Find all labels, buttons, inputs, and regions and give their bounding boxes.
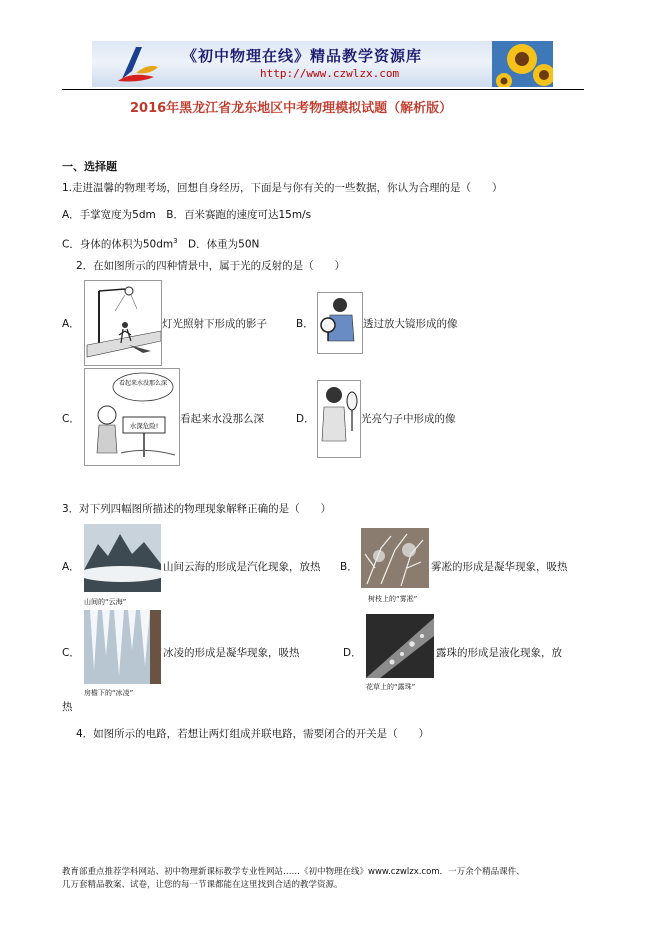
q2-b-label: B． bbox=[296, 318, 314, 330]
q2-c-bubble: 看起来水没那么深 bbox=[118, 380, 168, 387]
q2-a-image bbox=[84, 280, 162, 366]
q1-stem: 1.走进温馨的物理考场，回想自身经历，下面是与你有关的一些数据，你认为合理的是（ ） bbox=[62, 182, 503, 194]
q3-c-image bbox=[84, 610, 161, 684]
q3-b-image bbox=[361, 528, 429, 588]
q2-d-image bbox=[317, 380, 361, 458]
q1-options-ab: A．手掌宽度为5dm B．百米赛跑的速度可达15m/s bbox=[62, 209, 312, 221]
q2-stem: 2．在如图所示的四种情景中，属于光的反射的是（ ） bbox=[76, 260, 346, 272]
q2-c-text: 看起来水没那么深 bbox=[180, 413, 264, 425]
q2-a-text: 灯光照射下形成的影子 bbox=[162, 318, 267, 330]
sunflower-icon bbox=[492, 41, 553, 87]
q2-b-text: 透过放大镜形成的像 bbox=[363, 318, 458, 330]
q3-c-label: C． bbox=[62, 647, 80, 659]
q3-d-label: D． bbox=[343, 647, 362, 659]
magnifier-scene-icon bbox=[318, 293, 362, 353]
rime-photo bbox=[361, 528, 429, 588]
pond-scene-icon bbox=[85, 369, 179, 465]
q3-a-caption: 山间的“云海” bbox=[84, 598, 127, 606]
q1-superscript: 3 bbox=[173, 237, 178, 245]
q3-d-text-cont: 热 bbox=[62, 701, 73, 713]
q2-d-text: 光亮勺子中形成的像 bbox=[361, 413, 456, 425]
banner-url[interactable]: http://www.czwlzx.com bbox=[260, 67, 400, 80]
q3-b-label: B． bbox=[340, 561, 358, 573]
banner-title: 《初中物理在线》精品教学资源库 bbox=[182, 47, 423, 65]
q3-d-caption: 花草上的“露珠” bbox=[366, 683, 416, 691]
q3-c-text: 冰凌的形成是凝华现象，吸热 bbox=[163, 647, 300, 659]
q2-a-label: A． bbox=[62, 318, 80, 330]
q2-c-label: C． bbox=[62, 413, 80, 425]
q4-stem: 4．如图所示的电路，若想让两灯组成并联电路，需要闭合的开关是（ ） bbox=[76, 728, 430, 740]
q3-d-image bbox=[366, 614, 434, 678]
q2-c-image bbox=[84, 368, 180, 466]
page-title: 2016年黑龙江省龙东地区中考物理模拟试题（解析版） bbox=[130, 101, 453, 116]
q3-a-text: 山间云海的形成是汽化现象，放热 bbox=[163, 561, 321, 573]
q3-a-label: A． bbox=[62, 561, 80, 573]
q2-d-label: D． bbox=[296, 413, 315, 425]
footer-line-2: 几万套精品教案、试卷，让您的每一节课都能在这里找到合适的教学资源。 bbox=[62, 880, 343, 890]
spoon-scene-icon bbox=[318, 381, 360, 457]
q3-d-text: 露珠的形成是液化现象，放 bbox=[436, 647, 562, 659]
q1-options-cd bbox=[62, 234, 259, 252]
q3-a-image bbox=[84, 524, 161, 592]
shadow-scene-icon bbox=[85, 281, 161, 365]
header-banner bbox=[92, 41, 553, 87]
q1-option-d: D．体重为50N bbox=[177, 238, 260, 251]
q1-option-c: C．身体的体积为50dm bbox=[62, 238, 174, 251]
q3-b-caption: 树枝上的“雾凇” bbox=[368, 595, 418, 603]
q3-stem: 3．对下列四幅图所描述的物理现象解释正确的是（ ） bbox=[62, 503, 332, 515]
dew-photo bbox=[366, 614, 434, 678]
header-divider bbox=[62, 89, 584, 90]
q3-c-caption: 房檐下的“冰凌” bbox=[84, 689, 134, 697]
icicle-photo bbox=[84, 610, 161, 684]
footer-line-1: 教育部重点推荐学科网站、初中物理新课标教学专业性网站……《初中物理在线》www.czwlzx.com．一万余个精品课件、 bbox=[62, 867, 525, 877]
q3-b-text: 雾凇的形成是凝华现象，吸热 bbox=[431, 561, 568, 573]
section-heading: 一、选择题 bbox=[62, 160, 117, 173]
cloud-sea-photo bbox=[84, 524, 161, 592]
q2-b-image bbox=[317, 292, 363, 354]
q2-c-sign: 水深危险! bbox=[129, 422, 159, 430]
